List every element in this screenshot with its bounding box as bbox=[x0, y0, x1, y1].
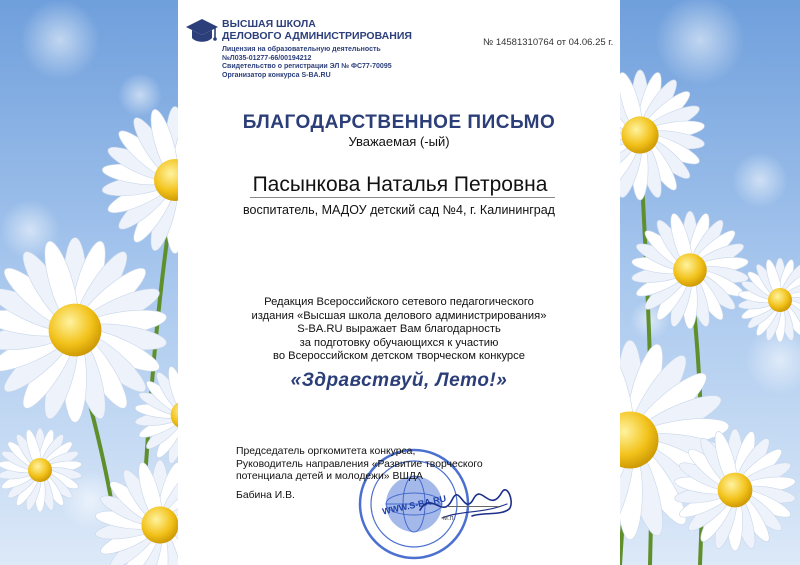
body-line: издания «Высшая школа делового администрирования» bbox=[251, 309, 547, 322]
body-line: за подготовку обучающихся к участию bbox=[299, 336, 499, 349]
license-line1: Лицензия на образовательную деятельность bbox=[222, 46, 381, 53]
license-info bbox=[222, 46, 442, 80]
graduation-cap-icon bbox=[184, 16, 220, 50]
organization-name-line1: ВЫСШАЯ ШКОЛА bbox=[222, 18, 316, 30]
recipient-name: Пасынкова Наталья Петровна bbox=[252, 173, 548, 196]
name-underline bbox=[250, 197, 555, 198]
body-line: Редакция Всероссийского сетевого педагогического bbox=[264, 296, 534, 308]
registration-number: № 14581310764 от 04.06.25 г. bbox=[483, 37, 614, 48]
organization-name bbox=[222, 18, 422, 42]
body-line: S-BA.RU выражает Вам благодарность bbox=[297, 323, 501, 335]
signature-line2: Руководитель направления «Развитие творческого bbox=[236, 458, 483, 470]
recipient-position: воспитатель, МАДОУ детский сад №4, г. Калининград bbox=[243, 203, 555, 217]
license-line3: Свидетельство о регистрации ЭЛ № ФС77-70095 bbox=[222, 63, 392, 71]
license-line4: Организатор конкурса S-BA.RU bbox=[222, 71, 331, 79]
contest-name: «Здравствуй, Лето!» bbox=[290, 370, 508, 391]
stamp-text: WWW.S-BA.RU bbox=[381, 493, 448, 517]
stamp-place-label: м.п. bbox=[443, 515, 456, 522]
signature-line3: потенциала детей и молодежи» ВШДА bbox=[236, 471, 423, 482]
signature-block bbox=[236, 446, 536, 484]
signatory-name: Бабина И.В. bbox=[236, 490, 295, 501]
greeting: Уважаемая (-ый) bbox=[348, 134, 450, 149]
organization-name-line2: ДЕЛОВОГО АДМИНИСТРИРОВАНИЯ bbox=[222, 30, 412, 42]
letter-body bbox=[190, 296, 608, 364]
signature-line bbox=[447, 506, 499, 507]
letter-title: БЛАГОДАРСТВЕННОЕ ПИСЬМО bbox=[242, 112, 556, 133]
license-line2: №Л035-01277-66/00194212 bbox=[222, 54, 312, 62]
body-line: во Всероссийском детском творческом конкурсе bbox=[273, 350, 525, 362]
signature-line1: Председатель оргкомитета конкурса, bbox=[236, 446, 416, 457]
